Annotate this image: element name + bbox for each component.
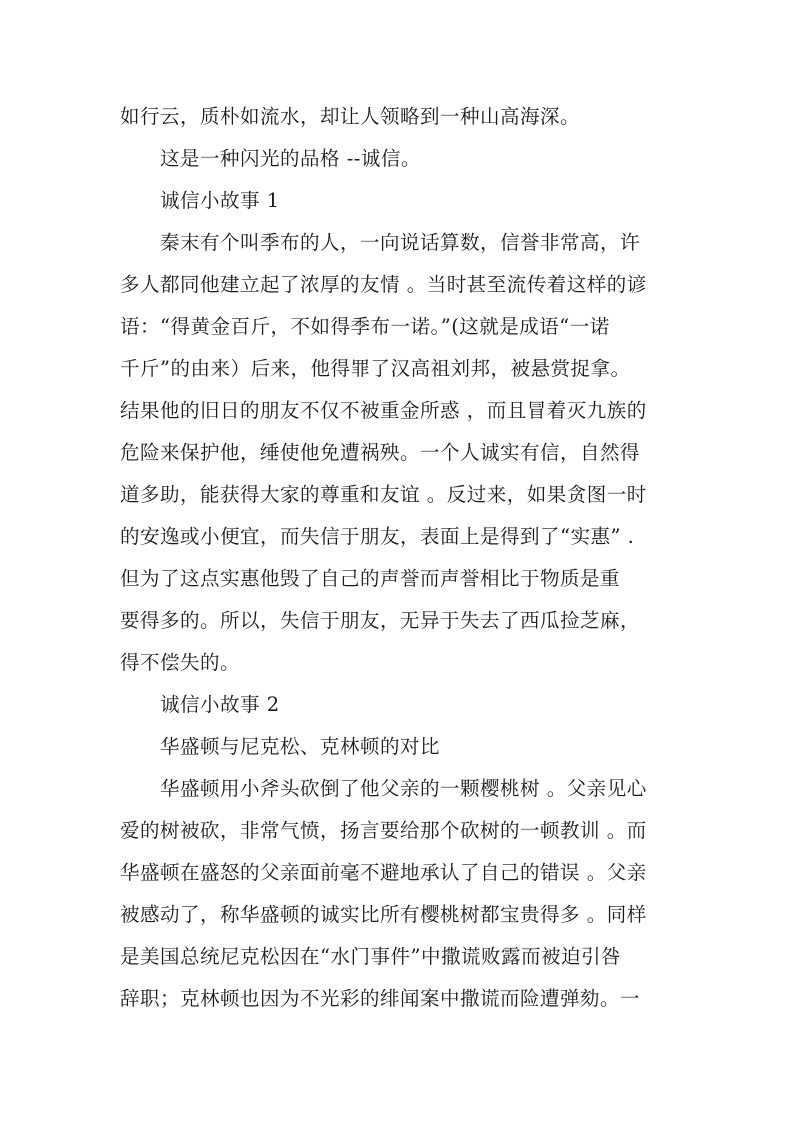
paragraph-line: 要得多的。所以，失信于朋友，无异于失去了西瓜捡芝麻， <box>120 609 641 632</box>
paragraph-line: 的安逸或小便宜，而失信于朋友，表面上是得到了“实惠” . <box>120 525 635 548</box>
paragraph-line: 危险来保护他，缍使他免遭祸殃。一个人诚实有信，自然得 <box>120 441 641 464</box>
paragraph-line: 辞职；克林顿也因为不光彩的绯闻案中撒谎而险遭弹劾。一 <box>120 987 641 1010</box>
paragraph-line: 如行云，质朴如流水，却让人领略到一种山高海深。 <box>120 105 581 128</box>
section-heading: 诚信小故事 2 <box>160 693 280 716</box>
paragraph-line: 但为了这点实惠他毁了自己的声誉而声誉相比于物质是重 <box>120 567 621 590</box>
paragraph-line: 道多助，能获得大家的尊重和友谊 。反过来，如果贪图一时 <box>120 483 647 506</box>
paragraph-line: 结果他的旧日的朋友不仅不被重金所惑 ，而且冒着灭九族的 <box>120 399 647 422</box>
paragraph-line: 千斤”的由来）后来，他得罪了汉高祖刘邦，被悬赏捉拿。 <box>120 357 631 380</box>
section-subheading: 华盛顿与尼克松、克林顿的对比 <box>160 735 441 758</box>
paragraph-line: 被感动了，称华盛顿的诚实比所有樱桃树都宝贵得多 。同样 <box>120 903 647 926</box>
paragraph-line: 这是一种闪光的品格 --诚信。 <box>160 147 421 170</box>
paragraph-line: 华盛顿在盛怒的父亲面前毫不避地承认了自己的错误 。父亲 <box>120 861 647 884</box>
paragraph-line: 秦末有个叫季布的人，一向说话算数，信誉非常高，许 <box>160 231 641 254</box>
paragraph-line: 多人都同他建立起了浓厚的友情 。当时甚至流传着这样的谚 <box>120 273 647 296</box>
paragraph-line: 语：“得黄金百斤，不如得季布一诺。”(这就是成语“一诺 <box>120 315 610 338</box>
paragraph-line: 得不偿失的。 <box>120 651 241 674</box>
section-heading: 诚信小故事 1 <box>160 189 280 212</box>
paragraph-line: 爱的树被砍，非常气愤，扬言要给那个砍树的一顿教训 。而 <box>120 819 647 842</box>
paragraph-line: 华盛顿用小斧头砍倒了他父亲的一颗樱桃树 。父亲见心 <box>160 777 647 800</box>
paragraph-line: 是美国总统尼克松因在“水门事件”中撒谎败露而被迫引咎 <box>120 945 621 968</box>
